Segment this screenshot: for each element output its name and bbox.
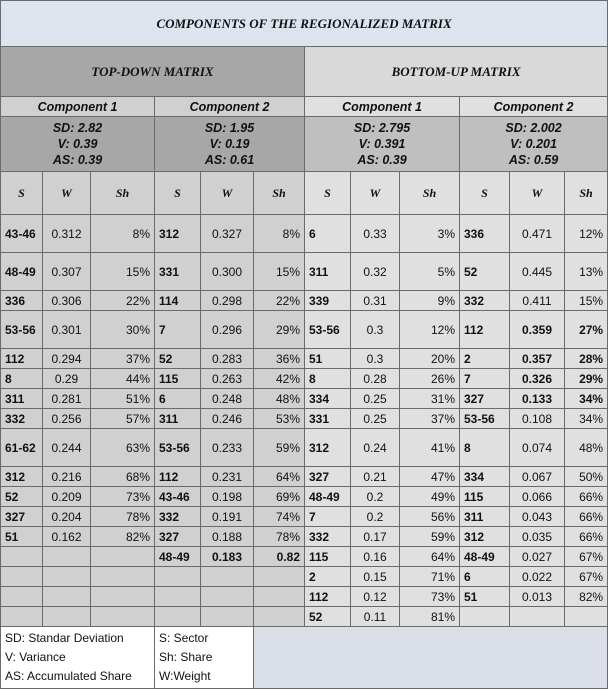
td-c2-cell-w: 0.231 [201, 467, 254, 487]
td-c2-empty-cell [155, 567, 201, 587]
bu-c2-cell-s: 311 [460, 507, 510, 527]
bu-c1-cell-s: 311 [305, 253, 351, 291]
td-c2-cell-s: 115 [155, 369, 201, 389]
bu-c1-cell-w: 0.15 [351, 567, 400, 587]
bu-c1-cell-s: 327 [305, 467, 351, 487]
td-c1-cell-sh: 78% [91, 507, 155, 527]
td-c1-empty-cell [1, 587, 43, 607]
td-c2-col-sh-header: Sh [254, 172, 305, 215]
td-c2-cell-w: 0.263 [201, 369, 254, 389]
bottom-up-matrix-header: BOTTOM-UP MATRIX [305, 47, 608, 97]
stat-as: AS: 0.39 [357, 153, 407, 167]
td-c2-empty-cell [201, 607, 254, 627]
bu-c2-cell-w: 0.067 [510, 467, 565, 487]
bu-c2-cell-sh: 34% [565, 409, 608, 429]
bu-c2-cell-s: 48-49 [460, 547, 510, 567]
td-c2-cell-s: 6 [155, 389, 201, 409]
bu-c2-cell-s: 312 [460, 527, 510, 547]
table-title: COMPONENTS OF THE REGIONALIZED MATRIX [1, 1, 608, 47]
bu-c1-cell-w: 0.12 [351, 587, 400, 607]
bu-c2-cell-sh: 66% [565, 507, 608, 527]
td-c2-cell-w: 0.188 [201, 527, 254, 547]
td-c2-empty-cell [201, 587, 254, 607]
td-c1-empty-cell [1, 567, 43, 587]
bu-c1-col-s-header: S [305, 172, 351, 215]
bu-c1-cell-sh: 9% [400, 291, 460, 311]
bu-c2-cell-s: 336 [460, 215, 510, 253]
td-c1-cell-sh: 44% [91, 369, 155, 389]
td-c2-cell-s: 53-56 [155, 429, 201, 467]
bu-c1-cell-s: 53-56 [305, 311, 351, 349]
bu-c2-cell-w: 0.043 [510, 507, 565, 527]
bu-c2-cell-w: 0.357 [510, 349, 565, 369]
stat-as: AS: 0.61 [204, 153, 255, 167]
bu-c2-cell-w: 0.359 [510, 311, 565, 349]
td-c1-cell-s: 311 [1, 389, 43, 409]
td-c1-cell-s: 61-62 [1, 429, 43, 467]
bu-c1-cell-w: 0.32 [351, 253, 400, 291]
td-c2-cell-w: 0.300 [201, 253, 254, 291]
td-c2-cell-w: 0.246 [201, 409, 254, 429]
td-c1-cell-s: 51 [1, 527, 43, 547]
td-c2-cell-w: 0.298 [201, 291, 254, 311]
bu-c1-cell-s: 312 [305, 429, 351, 467]
td-c2-cell-sh: 42% [254, 369, 305, 389]
bu-c2-cell-sh: 12% [565, 215, 608, 253]
bu-c1-cell-s: 6 [305, 215, 351, 253]
bu-c2-cell-w: 0.471 [510, 215, 565, 253]
bu-c1-cell-s: 52 [305, 607, 351, 627]
table-row [1, 587, 608, 607]
bu-c2-cell-s: 112 [460, 311, 510, 349]
bu-c2-cell-sh: 66% [565, 487, 608, 507]
td-c2-cell-s: 311 [155, 409, 201, 429]
bu-c2-cell-sh: 67% [565, 547, 608, 567]
td-c1-cell-sh: 15% [91, 253, 155, 291]
td-c2-cell-s: 312 [155, 215, 201, 253]
legend-row [1, 627, 608, 689]
bu-c2-cell-s: 53-56 [460, 409, 510, 429]
td-c2-cell-s: 112 [155, 467, 201, 487]
td-c1-empty-cell [1, 547, 43, 567]
bu-c2-cell-sh: 67% [565, 567, 608, 587]
td-c1-cell-w: 0.281 [43, 389, 91, 409]
bu-c2-cell-w: 0.013 [510, 587, 565, 607]
td-c1-col-s-header: S [1, 172, 43, 215]
bu-c2-cell-sh: 15% [565, 291, 608, 311]
td-c2-cell-w: 0.296 [201, 311, 254, 349]
td-c1-cell-w: 0.294 [43, 349, 91, 369]
td-c1-empty-cell [43, 547, 91, 567]
stat-v: V: 0.39 [57, 137, 98, 151]
td-c2-cell-w: 0.191 [201, 507, 254, 527]
td-c1-cell-s: 8 [1, 369, 43, 389]
bu-c2-cell-sh: 13% [565, 253, 608, 291]
td-c1-cell-w: 0.312 [43, 215, 91, 253]
bu-c1-cell-w: 0.16 [351, 547, 400, 567]
bu-c1-cell-s: 331 [305, 409, 351, 429]
legend-item: S: Sector [159, 631, 209, 645]
table-row [1, 567, 608, 587]
bu-c2-col-w-header: W [510, 172, 565, 215]
bu-c1-cell-w: 0.11 [351, 607, 400, 627]
bu-c2-empty-cell [565, 607, 608, 627]
td-component-2-stats [155, 117, 305, 172]
bu-component-1-stats [305, 117, 460, 172]
bu-c2-cell-s: 7 [460, 369, 510, 389]
bu-c2-cell-w: 0.326 [510, 369, 565, 389]
td-c1-cell-w: 0.204 [43, 507, 91, 527]
bu-c2-cell-sh: 48% [565, 429, 608, 467]
bu-c2-cell-s: 332 [460, 291, 510, 311]
bu-c2-cell-w: 0.066 [510, 487, 565, 507]
td-c2-cell-sh: 0.82 [254, 547, 305, 567]
bu-c1-cell-sh: 47% [400, 467, 460, 487]
table-row [1, 547, 608, 567]
td-c1-cell-w: 0.244 [43, 429, 91, 467]
bu-c2-cell-w: 0.411 [510, 291, 565, 311]
td-c2-cell-w: 0.327 [201, 215, 254, 253]
td-c1-cell-s: 53-56 [1, 311, 43, 349]
td-c2-empty-cell [254, 567, 305, 587]
bu-component-2-header: Component 2 [460, 97, 608, 117]
td-c2-cell-s: 332 [155, 507, 201, 527]
bu-c1-cell-s: 115 [305, 547, 351, 567]
td-c1-cell-sh: 37% [91, 349, 155, 369]
bu-c1-cell-w: 0.21 [351, 467, 400, 487]
td-c1-cell-sh: 68% [91, 467, 155, 487]
bu-c2-cell-s: 2 [460, 349, 510, 369]
td-c2-cell-w: 0.248 [201, 389, 254, 409]
table-row [1, 527, 608, 547]
bu-c1-cell-sh: 81% [400, 607, 460, 627]
td-c2-cell-s: 52 [155, 349, 201, 369]
td-c1-cell-s: 312 [1, 467, 43, 487]
table-row [1, 429, 608, 467]
td-c1-cell-sh: 8% [91, 215, 155, 253]
table-row [1, 369, 608, 389]
bu-c2-cell-sh: 50% [565, 467, 608, 487]
td-c2-cell-sh: 22% [254, 291, 305, 311]
legend-item: W:Weight [159, 669, 211, 683]
bu-c2-col-sh-header: Sh [565, 172, 608, 215]
td-c2-cell-sh: 53% [254, 409, 305, 429]
bu-c1-cell-w: 0.3 [351, 311, 400, 349]
bu-c1-cell-s: 51 [305, 349, 351, 369]
stat-sd: SD: 2.002 [505, 121, 562, 135]
bu-c2-cell-sh: 29% [565, 369, 608, 389]
td-c2-col-s-header: S [155, 172, 201, 215]
td-c1-cell-s: 332 [1, 409, 43, 429]
bu-c1-cell-sh: 56% [400, 507, 460, 527]
bu-c1-cell-sh: 5% [400, 253, 460, 291]
td-c1-empty-cell [91, 547, 155, 567]
bu-c1-cell-sh: 26% [400, 369, 460, 389]
bu-c1-cell-w: 0.25 [351, 389, 400, 409]
bu-c1-cell-sh: 37% [400, 409, 460, 429]
td-c2-cell-s: 331 [155, 253, 201, 291]
td-c1-cell-sh: 82% [91, 527, 155, 547]
bu-component-1-header: Component 1 [305, 97, 460, 117]
bu-c1-cell-w: 0.25 [351, 409, 400, 429]
bu-c1-cell-w: 0.33 [351, 215, 400, 253]
table-row [1, 349, 608, 369]
td-c2-cell-sh: 59% [254, 429, 305, 467]
bu-c2-empty-cell [510, 607, 565, 627]
legend-item: Sh: Share [159, 650, 213, 664]
td-c1-cell-s: 112 [1, 349, 43, 369]
legend-item: AS: Accumulated Share [5, 669, 132, 683]
td-c1-empty-cell [91, 607, 155, 627]
stat-v: V: 0.391 [358, 137, 406, 151]
bu-c1-cell-s: 112 [305, 587, 351, 607]
td-c1-empty-cell [43, 587, 91, 607]
bu-c1-cell-w: 0.17 [351, 527, 400, 547]
td-c1-empty-cell [91, 567, 155, 587]
td-c2-cell-sh: 48% [254, 389, 305, 409]
td-c1-cell-w: 0.307 [43, 253, 91, 291]
td-c1-empty-cell [91, 587, 155, 607]
td-c2-cell-sh: 74% [254, 507, 305, 527]
td-c1-cell-s: 327 [1, 507, 43, 527]
bu-c2-col-s-header: S [460, 172, 510, 215]
td-c2-cell-sh: 69% [254, 487, 305, 507]
bu-c1-cell-sh: 71% [400, 567, 460, 587]
stat-sd: SD: 2.82 [52, 121, 103, 135]
stat-sd: SD: 1.95 [204, 121, 255, 135]
top-down-matrix-header: TOP-DOWN MATRIX [1, 47, 305, 97]
td-c1-col-sh-header: Sh [91, 172, 155, 215]
td-c2-cell-sh: 64% [254, 467, 305, 487]
td-c2-empty-cell [254, 607, 305, 627]
column-header-row [1, 172, 608, 215]
bu-c1-col-sh-header: Sh [400, 172, 460, 215]
td-c1-empty-cell [43, 607, 91, 627]
td-c1-cell-s: 43-46 [1, 215, 43, 253]
bu-c1-cell-s: 48-49 [305, 487, 351, 507]
td-c1-cell-sh: 63% [91, 429, 155, 467]
td-c1-cell-w: 0.216 [43, 467, 91, 487]
td-c1-cell-sh: 22% [91, 291, 155, 311]
td-c1-col-w-header: W [43, 172, 91, 215]
legend-item: SD: Standar Deviation [5, 631, 124, 645]
bu-c1-cell-w: 0.24 [351, 429, 400, 467]
bu-c1-cell-s: 332 [305, 527, 351, 547]
bu-c1-cell-s: 8 [305, 369, 351, 389]
bu-c2-cell-w: 0.108 [510, 409, 565, 429]
bu-c1-cell-sh: 41% [400, 429, 460, 467]
td-c2-cell-sh: 78% [254, 527, 305, 547]
td-component-2-header: Component 2 [155, 97, 305, 117]
bu-c2-cell-sh: 82% [565, 587, 608, 607]
bu-c2-cell-s: 51 [460, 587, 510, 607]
td-c1-cell-sh: 73% [91, 487, 155, 507]
bu-c2-cell-w: 0.133 [510, 389, 565, 409]
bu-c1-cell-sh: 73% [400, 587, 460, 607]
bu-c1-col-w-header: W [351, 172, 400, 215]
stat-v: V: 0.201 [510, 137, 557, 151]
td-c2-cell-sh: 36% [254, 349, 305, 369]
table-row [1, 311, 608, 349]
bu-c2-cell-sh: 27% [565, 311, 608, 349]
bu-c2-cell-s: 8 [460, 429, 510, 467]
bu-c2-cell-sh: 28% [565, 349, 608, 369]
table-row [1, 389, 608, 409]
bu-c2-cell-w: 0.035 [510, 527, 565, 547]
td-c1-cell-s: 52 [1, 487, 43, 507]
bu-c1-cell-w: 0.31 [351, 291, 400, 311]
bu-c1-cell-w: 0.28 [351, 369, 400, 389]
td-c2-cell-w: 0.198 [201, 487, 254, 507]
bu-c1-cell-sh: 20% [400, 349, 460, 369]
td-c1-cell-sh: 57% [91, 409, 155, 429]
legend-abbreviations-right [155, 627, 254, 689]
bu-c1-cell-s: 334 [305, 389, 351, 409]
td-component-1-header: Component 1 [1, 97, 155, 117]
td-c1-cell-w: 0.256 [43, 409, 91, 429]
bu-c2-cell-w: 0.074 [510, 429, 565, 467]
legend-abbreviations-left [1, 627, 155, 689]
bu-c1-cell-s: 7 [305, 507, 351, 527]
td-c1-cell-w: 0.209 [43, 487, 91, 507]
bu-c1-cell-s: 2 [305, 567, 351, 587]
td-c2-empty-cell [201, 567, 254, 587]
stat-as: AS: 0.59 [508, 153, 559, 167]
td-c1-cell-s: 336 [1, 291, 43, 311]
table-row [1, 215, 608, 253]
bu-c2-cell-w: 0.027 [510, 547, 565, 567]
bu-component-2-stats [460, 117, 608, 172]
td-c2-cell-sh: 15% [254, 253, 305, 291]
td-c2-cell-sh: 29% [254, 311, 305, 349]
bu-c2-empty-cell [460, 607, 510, 627]
td-c2-empty-cell [155, 607, 201, 627]
td-c2-cell-s: 43-46 [155, 487, 201, 507]
td-c2-cell-w: 0.283 [201, 349, 254, 369]
bu-c1-cell-sh: 31% [400, 389, 460, 409]
legend-item: V: Variance [5, 650, 66, 664]
table-body [1, 1, 608, 689]
bu-c2-cell-s: 115 [460, 487, 510, 507]
bu-c2-cell-s: 52 [460, 253, 510, 291]
stat-as: AS: 0.39 [52, 153, 103, 167]
bu-c1-cell-w: 0.2 [351, 507, 400, 527]
td-c1-cell-sh: 30% [91, 311, 155, 349]
td-c2-cell-w: 0.183 [201, 547, 254, 567]
bu-c1-cell-sh: 12% [400, 311, 460, 349]
td-component-1-stats [1, 117, 155, 172]
table-row [1, 607, 608, 627]
bu-c1-cell-sh: 49% [400, 487, 460, 507]
bu-c2-cell-s: 6 [460, 567, 510, 587]
bu-c2-cell-w: 0.445 [510, 253, 565, 291]
td-c2-cell-w: 0.233 [201, 429, 254, 467]
bu-c2-cell-sh: 34% [565, 389, 608, 409]
bu-c1-cell-w: 0.3 [351, 349, 400, 369]
td-c1-cell-w: 0.162 [43, 527, 91, 547]
td-c1-cell-w: 0.306 [43, 291, 91, 311]
bu-c2-cell-w: 0.022 [510, 567, 565, 587]
td-c1-cell-w: 0.29 [43, 369, 91, 389]
bu-c1-cell-w: 0.2 [351, 487, 400, 507]
bu-c1-cell-sh: 64% [400, 547, 460, 567]
stat-sd: SD: 2.795 [353, 121, 411, 135]
legend-blank-area [254, 627, 608, 689]
td-c2-cell-s: 327 [155, 527, 201, 547]
table-row [1, 253, 608, 291]
td-c2-cell-s: 7 [155, 311, 201, 349]
td-c2-empty-cell [254, 587, 305, 607]
td-c1-empty-cell [43, 567, 91, 587]
td-c1-cell-sh: 51% [91, 389, 155, 409]
td-c2-cell-sh: 8% [254, 215, 305, 253]
bu-c1-cell-s: 339 [305, 291, 351, 311]
td-c1-empty-cell [1, 607, 43, 627]
td-c2-col-w-header: W [201, 172, 254, 215]
bu-c2-cell-sh: 66% [565, 527, 608, 547]
table-row [1, 507, 608, 527]
td-c1-cell-s: 48-49 [1, 253, 43, 291]
table-row [1, 467, 608, 487]
td-c2-cell-s: 48-49 [155, 547, 201, 567]
table-row [1, 291, 608, 311]
table-row [1, 409, 608, 429]
stat-v: V: 0.19 [209, 137, 250, 151]
td-c2-empty-cell [155, 587, 201, 607]
td-c2-cell-s: 114 [155, 291, 201, 311]
bu-c2-cell-s: 334 [460, 467, 510, 487]
td-c1-cell-w: 0.301 [43, 311, 91, 349]
bu-c1-cell-sh: 3% [400, 215, 460, 253]
bu-c2-cell-s: 327 [460, 389, 510, 409]
bu-c1-cell-sh: 59% [400, 527, 460, 547]
table-row [1, 487, 608, 507]
